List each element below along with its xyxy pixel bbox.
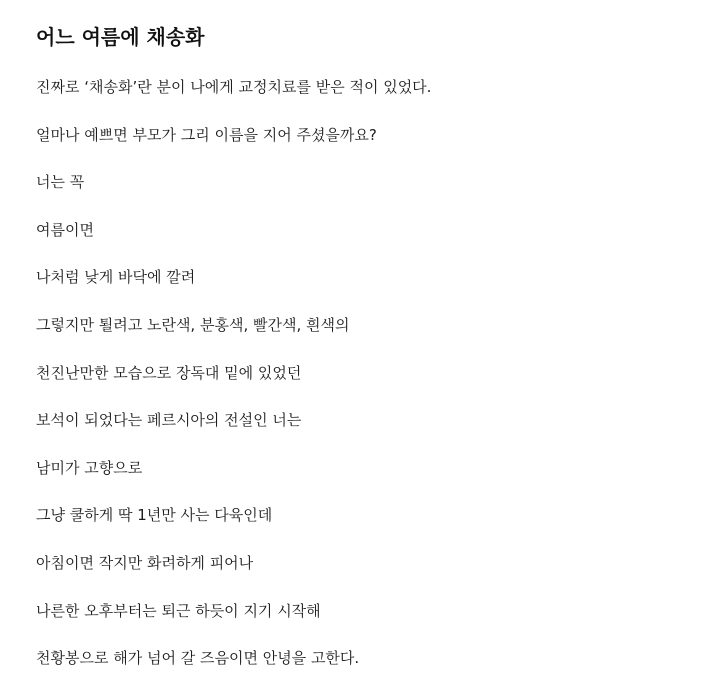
- poem-line: 나처럼 낮게 바닥에 깔려: [36, 268, 196, 287]
- poem-line: 그렇지만 퇼려고 노란색, 분홍색, 빨간색, 흰색의: [36, 315, 350, 334]
- poem-line: 너는 꼭: [36, 173, 85, 192]
- poem-line-intro: 진짜로 ‘채송화’란 분이 나에게 교정치료를 받은 적이 있었다.: [36, 78, 432, 96]
- poem-line: 아침이면 작지만 화려하게 피어나: [36, 553, 254, 572]
- poem-line: 여름이면: [36, 220, 94, 239]
- poem-body: [36, 74, 431, 693]
- poem-line-last: 천황봉으로 해가 넘어 갈 즈음이면 안녕을 고한다.: [36, 649, 360, 668]
- poem-line: 얼마나 예쁘면 부모가 그리 이름을 지어 주셨을까요?: [36, 125, 377, 144]
- poem-line: 천진난만한 모습으로 장독대 밑에 있었던: [36, 363, 302, 382]
- poem-title: 어느 여름에 채송화: [36, 25, 205, 49]
- poem-line: 남미가 고향으로: [36, 458, 143, 477]
- poem-line: 나른한 오후부터는 퇴근 하듯이 지기 시작해: [36, 601, 321, 620]
- poem-line: 그냥 쿨하게 딱 1년만 사는 다육인데: [36, 506, 273, 525]
- poem-line: 보석이 되었다는 페르시아의 전설인 너는: [36, 411, 302, 430]
